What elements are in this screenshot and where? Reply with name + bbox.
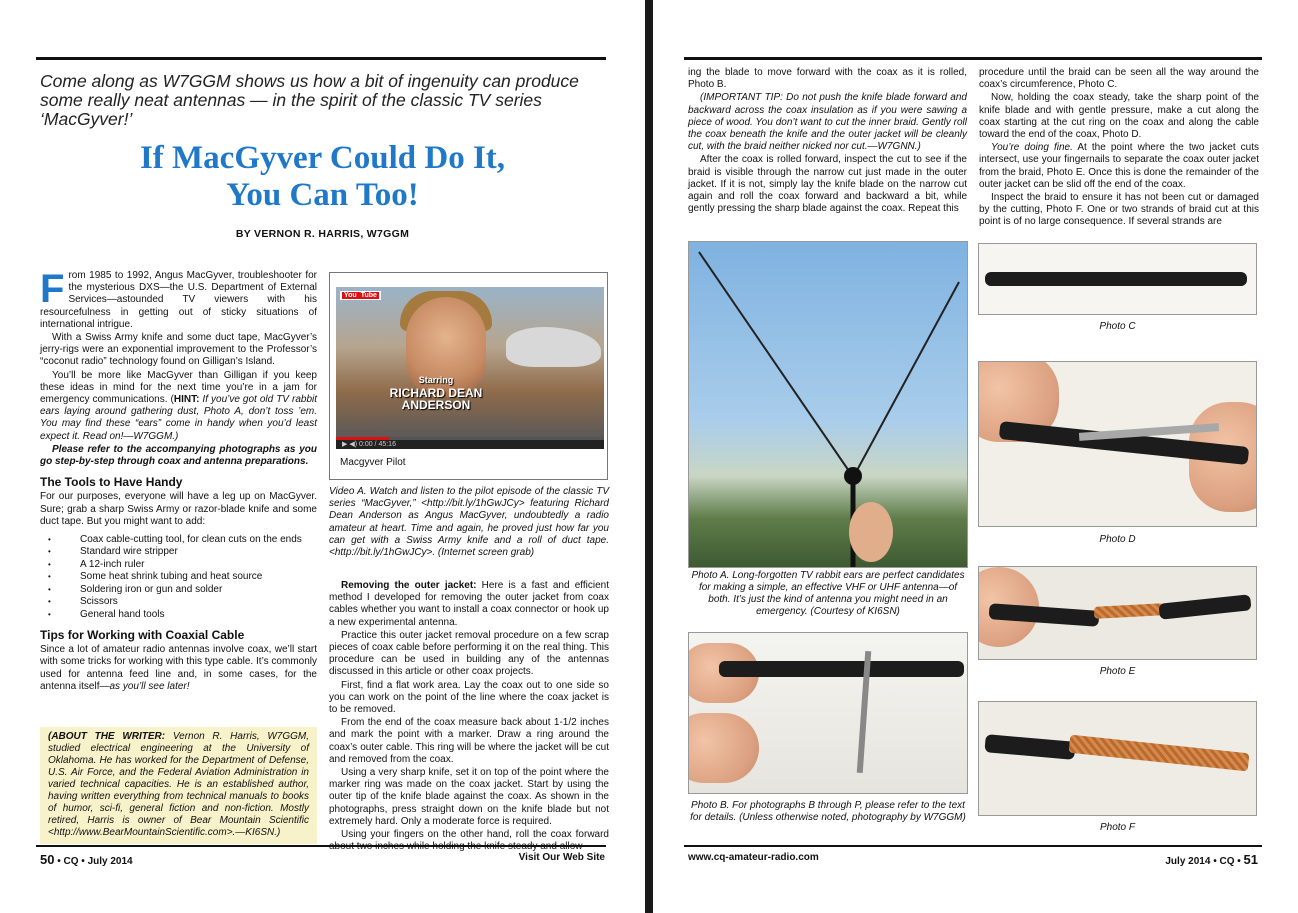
left-column-1: [40, 267, 317, 694]
left-column-2: [329, 580, 609, 854]
paragraph: First, find a flat work area. Lay the coax out to one side so you can work on the point of the line where the coax jacket is to be removed.: [329, 679, 609, 716]
article-intro: Come along as W7GGM shows us how a bit of ingenuity can produce some really neat antennas — in the spirit of the classic TV series ‘MacGyver!’: [40, 71, 579, 129]
youtube-logo-icon: You Tube: [340, 291, 381, 300]
bottom-rule: [36, 845, 606, 847]
finger: [688, 713, 759, 783]
paragraph: Please refer to the accompanying photographs as you go step-by-step through coax and antenna preparations.: [40, 443, 317, 468]
top-rule: [684, 57, 1262, 60]
photo-c: [978, 243, 1257, 315]
section-heading: The Tools to Have Handy: [40, 475, 183, 490]
video-caption: Video A. Watch and listen to the pilot episode of the classic TV series “MacGyver,” <http://bit.ly/1hGwJCy> featuring Richard Dean Anderson as Angus MacGyver, undoubtedly a radio amateur at heart. Time and again, he proved just how far you can get with a Swiss Army knife and a roll of duct tape. <http://bit.ly/1hGwJCy>. (Internet screen grab): [329, 486, 609, 559]
page-folio: July 2014 • CQ • 51: [1165, 852, 1258, 867]
right-column-1: [688, 67, 967, 216]
photo-d: [978, 361, 1257, 527]
paragraph: procedure until the braid can be seen all the way around the coax’s circumference, Photo C.: [979, 67, 1259, 91]
page-number: 50: [40, 852, 55, 867]
exposed-braid: [1069, 735, 1250, 772]
paragraph: ing the blade to move forward with the coax as it is rolled, Photo B.: [688, 67, 967, 91]
photo-f: [978, 701, 1257, 816]
list-item: • General hand tools: [48, 609, 317, 621]
video-screenshot: [329, 272, 608, 480]
photo-b: [688, 632, 968, 794]
list-item: • A 12-inch ruler: [48, 559, 317, 571]
jet-image: [506, 327, 601, 367]
coax-cable: [984, 734, 1075, 760]
paragraph: Practice this outer jacket removal procedure on a few scrap pieces of coax cable before performing it on the real thing. This procedure can be used in building any of the antennas discussed in this article or other coax projects.: [329, 629, 609, 678]
video-label: Macgyver Pilot: [340, 457, 406, 468]
photo-f-label: Photo F: [1099, 822, 1136, 833]
paragraph: Inspect the braid to ensure it has not been cut or damaged by the cutting, Photo F. One or two strands of braid cut at this point is of no large consequence. If several strands are: [979, 192, 1259, 228]
paragraph: From the end of the coax measure back about 1-1/2 inches and mark the point with a marker. Draw a ring around the coax’s outer cable. This ring will be where the jacket will be cut and removed from the coax.: [329, 717, 609, 765]
about-the-writer-box: (ABOUT THE WRITER: Vernon R. Harris, W7GGM, studied electrical engineering at the University of Oklahoma. He has worked for the Department of Defense, U.S. Air Force, and the Federal Aviation Administration in varied technical capacities. He is an established author, having written everything from technical manuals to books of humor, sci-fi, general fiction and non-fiction. Mostly retired, Harris is owner of Bear Mountain Scientific <http://www.BearMountainScientific.com>.—KI6SN.): [40, 727, 317, 844]
right-page: [653, 0, 1298, 913]
video-frame[interactable]: [336, 287, 604, 437]
coax-cable: [1158, 594, 1251, 620]
paragraph: Now, holding the coax steady, take the sharp point of the knife blade and with gentle pressure, make a cut along the coax starting at the cut ring on the coax and along the cable toward the end of the coax, Photo D.: [979, 92, 1259, 141]
rabbit-ears-antenna: [689, 242, 968, 568]
photo-b-caption: Photo B. For photographs B through P, please refer to the text for details. (Unless otherwise noted, photography by W7GGM): [690, 800, 966, 823]
paragraph: Using a very sharp knife, set it on top of the point where the marker ring was made on the coax jacket. Start by using the outer tip of the knife blade against the coax. As shown in the photographs, press straight down on the knife blade but not extremely hard. Only a moderate force is required.: [329, 767, 609, 827]
photo-e-label: Photo E: [1099, 666, 1136, 677]
drop-cap: F: [40, 267, 65, 311]
right-column-2: [979, 67, 1259, 230]
list-item: • Coax cable-cutting tool, for clean cuts on the ends: [48, 534, 317, 546]
list-item: • Some heat shrink tubing and heat source: [48, 571, 317, 583]
exposed-braid: [1094, 603, 1165, 619]
coax-cable: [985, 272, 1247, 286]
coax-cable: [719, 661, 964, 677]
page-folio: 50 • CQ • July 2014: [40, 852, 133, 867]
video-time: ▶ ◀) 0:00 / 45:16: [342, 441, 396, 448]
paragraph: Using your fingers on the other hand, roll the coax forward: [341, 829, 609, 841]
list-item: • Scissors: [48, 596, 317, 608]
title-line-1: If MacGyver Could Do It,: [139, 140, 506, 176]
paragraph: With a Swiss Army knife and some duct tape, MacGyver’s jerry-rigs were an exponential improvement to the Professor’s “coconut radio” technology found on Gilligan’s Island.: [40, 332, 317, 368]
paragraph: For our purposes, everyone will have a leg up on MacGyver. Sure; grab a sharp Swiss Army or razor-blade knife and some duct tape. But you might want to add:: [40, 491, 317, 527]
photo-a-caption: Photo A. Long-forgotten TV rabbit ears are perfect candidates for making a simple, an effective VHF or UHF antenna—of both. It’s just the kind of antenna you might need in an emergency. (Courtesy of KI6SN): [691, 570, 965, 617]
tools-list: [48, 534, 317, 621]
page-number: 51: [1243, 852, 1258, 867]
top-rule: [36, 57, 606, 60]
paragraph: After the coax is rolled forward, inspect the cut to see if the braid is visible through the narrow cut just made in the outer jacket. If it is not, simply lay the knife blade on the narrow cut again and roll the coax forward and backward a bit, while gently pressing the sharp blade against the coax. Repeat this: [688, 154, 967, 215]
opening-paragraph: From 1985 to 1992, Angus MacGyver, troubleshooter for the mysterious DXS—the U.S. Department of External Services—astounded TV viewers with his resourcefulness in getting out of sticky situations of international intrigue.: [40, 267, 317, 330]
photo-e: [978, 566, 1257, 660]
list-item: • Standard wire stripper: [48, 546, 317, 558]
byline: BY VERNON R. HARRIS, W7GGM: [235, 228, 410, 240]
photo-a: [688, 241, 968, 568]
article-title: [40, 140, 605, 214]
left-page: [0, 0, 645, 913]
paragraph: Since a lot of amateur radio antennas involve coax, we’ll start with some tricks for working with this type cable. It’s commonly used for antenna feed line and, in some cases, for the antenna itself—as you’ll see later!: [40, 644, 317, 692]
paragraph: Removing the outer jacket: Here is a fast and efficient method I developed for removing the outer jacket from coax cables whether you want to install a coax connector or hook up a new experimental antenna.: [329, 580, 609, 628]
actor-name: RICHARD DEAN ANDERSON: [389, 386, 483, 412]
photo-d-label: Photo D: [1099, 534, 1136, 545]
paragraph: You’re doing fine. At the point where the two jacket cuts intersect, use your fingernails to separate the coax outer jacket from the braid, Photo E. Once this is done the remainder of the outer jacket can be slid off the end of the coax.: [979, 142, 1260, 190]
section-heading: Tips for Working with Coaxial Cable: [40, 627, 245, 642]
list-item: • Soldering iron or gun and solder: [48, 584, 317, 596]
bottom-rule: [684, 845, 1262, 847]
title-line-2: You Can Too!: [226, 177, 419, 213]
video-controls[interactable]: [336, 437, 604, 449]
website-link[interactable]: Visit Our Web Site: [518, 852, 605, 863]
photo-c-label: Photo C: [1099, 321, 1136, 332]
paragraph: You’ll be more like MacGyver than Gilligan if you keep these ideas in mind for the next time you’re in a jam for emergency communications. (HINT: If you’ve got old TV rabbit ears laying around gathering dust, Photo A, don’t toss ’em. You may find these “ears” come in handy when you’d least expect it. Read on!—W7GGM.): [40, 369, 317, 442]
important-tip: (IMPORTANT TIP: Do not push the knife blade forward and backward across the coax insulation as if you were sawing a piece of wood. You don’t want to cut the inner braid. Gently roll the coax beneath the knife and the outer jacket will be cleanly cut, with the braid neither nicked nor cut.—W7GNN.): [688, 92, 967, 153]
starring-text: Starring: [418, 375, 454, 385]
website-link[interactable]: www.cq-amateur-radio.com: [688, 852, 819, 863]
